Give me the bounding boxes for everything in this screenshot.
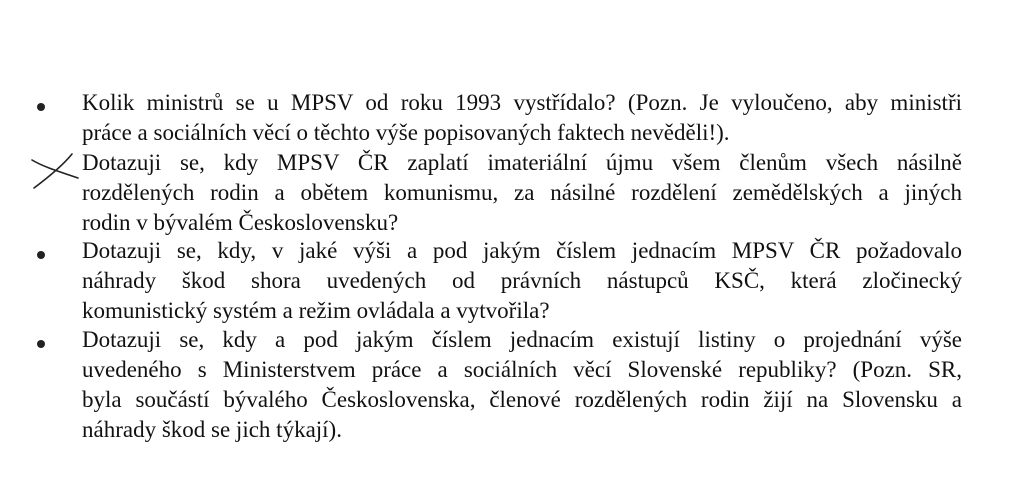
list-item-line: Dotazuji se, kdy a pod jakým číslem jednacím existují listiny o projednání výše (82, 327, 962, 352)
list-item-line: byla součástí bývalého Československa, členové rozdělených rodin žijí na Slovensku a (82, 387, 962, 412)
list-item-line: náhrady škod se jich týkají). (82, 417, 342, 442)
handwritten-cross-icon (28, 150, 84, 190)
list-item-line: Dotazuji se, kdy MPSV ČR zaplatí imateriální újmu všem členům všech násilně (82, 150, 962, 175)
list-item-line: náhrady škod shora uvedených od právních nástupců KSČ, která zločinecký (82, 268, 962, 293)
list-item-line: rozdělených rodin a obětem komunismu, za násilné rozdělení zemědělských a jiných (82, 180, 962, 205)
list-item-compensation (82, 148, 962, 238)
list-item-slovak-ministry (82, 325, 962, 445)
list-item-line: Dotazuji se, kdy, v jaké výši a pod jakým číslem jednacím MPSV ČR požadovalo (82, 238, 962, 263)
bullet-icon (37, 251, 45, 259)
list-item-line: Kolik ministrů se u MPSV od roku 1993 vystřídalo? (Pozn. Je vyloučeno, aby ministři (82, 90, 962, 115)
list-item-line: práce a sociálních věcí o těchto výše popisovaných faktech nevěděli!). (82, 120, 730, 145)
list-item-line: komunistický systém a režim ovládala a vytvořila? (82, 298, 550, 323)
list-item-damages (82, 236, 962, 326)
bullet-icon (37, 103, 45, 111)
list-item-line: uvedeného s Ministerstvem práce a sociálních věcí Slovenské republiky? (Pozn. SR, (82, 357, 962, 382)
list-item-ministers (82, 88, 962, 148)
bullet-icon (37, 340, 45, 348)
list-item-line: rodin v bývalém Československu? (82, 210, 399, 235)
